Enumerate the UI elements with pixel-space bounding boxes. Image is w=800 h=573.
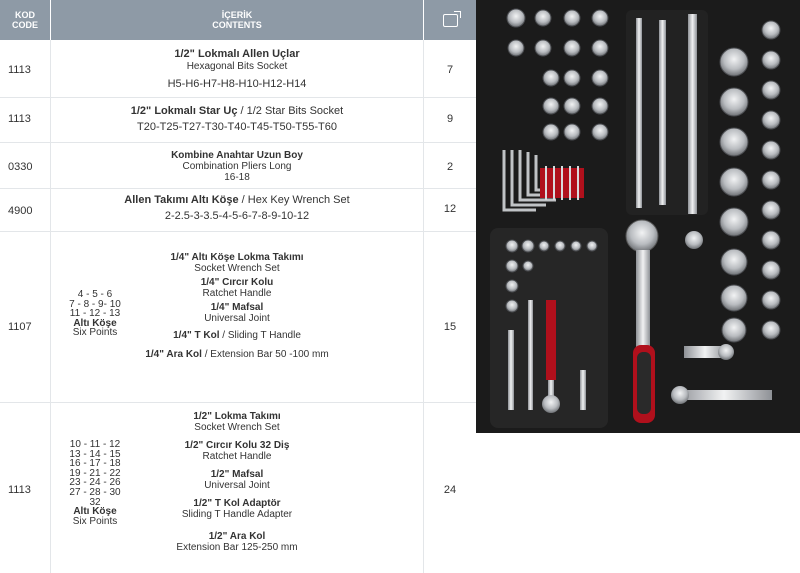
row-divider [0,142,476,143]
table-row [51,48,423,91]
row-quantity: 2 [446,161,454,173]
item-title-tr: 1/4" Cırcır Kolu [200,277,274,288]
item-title-en: / Hex Key Wrench Set [238,194,350,206]
item-title-tr: 1/2" Cırcır Kolu 32 Diş [184,440,290,451]
table-row [51,150,423,183]
content-header-tr: İÇERİK [221,10,253,20]
row-code: 1113 [8,64,31,76]
item-title-en: Combination Pliers Long [182,161,292,172]
size-line: 13 - 14 - 15 [69,448,121,460]
row-quantity: 7 [446,64,454,76]
item-title-tr: 1/2" Lokmalı Allen Uçlar [174,48,300,60]
item-sizes: T20-T25-T27-T30-T40-T45-T50-T55-T60 [137,121,337,133]
row-divider [0,188,476,189]
item-title-tr: 1/2" T Kol Adaptör [193,498,281,509]
item-title-tr: 1/4" Ara Kol [145,349,202,360]
item-title-tr: 1/4" Mafsal [210,302,264,313]
box-icon [443,14,458,27]
item-title-en: Universal Joint [204,480,270,491]
tool-tray-illustration [476,0,800,433]
item-sizes: H5-H6-H7-H8-H10-H12-H14 [167,78,307,90]
table-row [51,252,423,363]
size-line: 4 - 5 - 6 [77,289,113,300]
size-line: 23 - 24 - 26 [69,477,121,489]
item-title-en: / Extension Bar 50 -100 mm [201,349,329,360]
item-title-en: Socket Wrench Set [194,422,280,433]
code-column-header [0,0,50,40]
item-title-tr: 1/2" Lokmalı Star Uç [130,105,238,117]
row-quantity: 15 [443,321,457,333]
points-en: Six Points [72,327,118,339]
row-code: 1113 [8,484,31,496]
item-title-tr: Allen Takımı Altı Köşe [124,194,239,206]
table-row [51,105,423,134]
item-title-en: Ratchet Handle [202,288,272,299]
item-title-en: / Sliding T Handle [219,330,301,341]
item-title-tr: 1/2" Ara Kol [208,531,266,542]
row-divider [0,231,476,232]
size-line: 7 - 8 - 9- 10 [69,298,121,310]
item-sizes: 16-18 [224,172,250,183]
row-code: 1107 [8,321,32,333]
content-header-en: CONTENTS [212,20,262,30]
size-line: 19 - 21 - 22 [69,467,121,479]
item-title-tr: 1/2" Mafsal [210,469,264,480]
points-tr: Altı Köşe [73,506,117,518]
item-title-tr: Kombine Anahtar Uzun Boy [171,150,303,161]
row-quantity: 24 [443,484,457,496]
row-divider [0,97,476,98]
item-title-en: Ratchet Handle [202,451,272,462]
item-title-en: Hexagonal Bits Socket [186,61,288,72]
size-line: 27 - 28 - 30 [69,486,121,498]
code-header-en: CODE [11,20,38,30]
size-line: 16 - 17 - 18 [69,458,121,470]
size-line: 10 - 11 - 12 [69,439,121,450]
item-title-en: Extension Bar 125-250 mm [176,542,298,553]
quantity-column-header [424,0,476,40]
item-title-en: / 1/2 Star Bits Socket [237,105,344,117]
row-quantity: 9 [446,113,454,125]
table-row [51,194,423,223]
row-code: 0330 [8,161,33,173]
row-quantity: 12 [443,203,457,215]
item-title-tr: 1/4" T Kol [173,330,220,341]
row-code: 4900 [8,205,33,217]
row-divider [0,402,476,403]
tool-tray-photo [476,0,800,433]
row-code: 1113 [8,113,31,125]
size-line: 11 - 12 - 13 [69,308,121,320]
size-line: 32 [89,496,101,508]
item-title-tr: 1/4" Altı Köşe Lokma Takımı [170,252,304,263]
table-row [51,411,423,556]
item-title-en: Universal Joint [204,313,270,324]
item-title-tr: 1/2" Lokma Takımı [193,411,281,422]
points-tr: Altı Köşe [73,317,117,329]
item-sizes: 2-2.5-3-3.5-4-5-6-7-8-9-10-12 [164,210,310,222]
item-title-en: Sliding T Handle Adapter [181,509,293,520]
code-header-tr: KOD [15,10,35,20]
content-column-header [51,0,423,40]
item-title-en: Socket Wrench Set [194,263,280,274]
points-en: Six Points [72,515,118,527]
